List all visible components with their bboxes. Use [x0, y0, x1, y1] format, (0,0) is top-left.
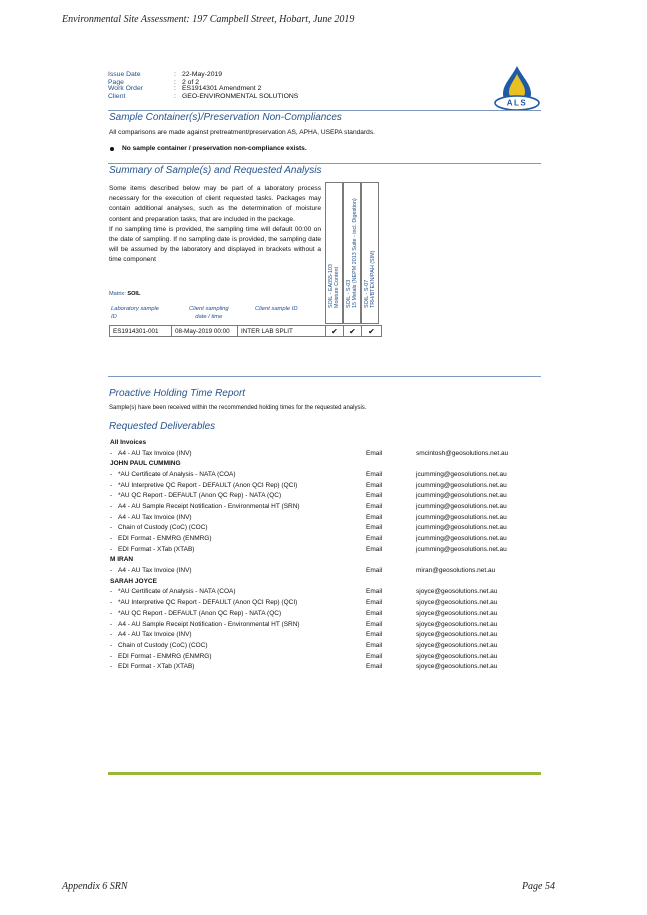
deliverable-method: Email	[366, 449, 383, 457]
deliverable-email: sjoyce@geosolutions.net.au	[416, 652, 498, 660]
list-item	[110, 640, 530, 651]
deliverable-recipient: SARAH JOYCE	[110, 577, 157, 585]
col-header-sampling-date: Client sampling date / time	[189, 306, 229, 321]
list-item	[110, 469, 530, 480]
deliverable-method: Email	[366, 609, 383, 617]
deliverable-email: sjoyce@geosolutions.net.au	[416, 631, 498, 639]
lab-sample-id: ES1914301-001	[110, 326, 172, 336]
summary-paragraph-2: If no sampling time is provided, the sampling time will default 00:00 on the date of sampling. If no sampling date is provided, the sampling date will be assumed by the laboratory and displayed in brackets without a time component	[109, 225, 321, 264]
analysis-code: SOIL - S-07	[363, 279, 370, 308]
deliverable-recipient: JOHN PAUL CUMMING	[110, 460, 181, 468]
deliverable-method: Email	[366, 567, 383, 575]
meta-key: Work Order	[108, 85, 143, 93]
meta-value: 22-May-2019	[182, 71, 223, 78]
deliverable-email: sjoyce@geosolutions.net.au	[416, 609, 498, 617]
deliverable-email: jcumming@geosolutions.net.au	[416, 513, 507, 521]
meta-value: GEO-ENVIRONMENTAL SOLUTIONS	[182, 92, 299, 100]
noncompliance-bullet-text: No sample container / preservation non-compliance exists.	[122, 145, 307, 152]
deliverable-label: - *AU Certificate of Analysis - NATA (COA)	[118, 470, 236, 478]
deliverable-method: Email	[366, 535, 383, 543]
deliverable-label: - Chain of Custody (CoC) (COC)	[118, 641, 208, 649]
deliverable-recipient: All Invoices	[110, 438, 147, 446]
list-item	[110, 480, 530, 491]
list-item	[110, 651, 530, 662]
report-meta	[108, 71, 298, 101]
deliverable-recipient: M IRAN	[110, 556, 134, 564]
als-drop-logo-icon	[493, 64, 541, 112]
deliverable-method: Email	[366, 492, 383, 500]
analysis-column-moisture	[325, 182, 343, 324]
deliverable-label: - *AU Certificate of Analysis - NATA (COA)	[118, 588, 236, 596]
deliverable-label: - A4 - AU Tax Invoice (INV)	[118, 567, 192, 575]
deliverable-email: miran@geosolutions.net.au	[416, 567, 496, 575]
list-item	[110, 608, 530, 619]
analysis-code: SOIL - S-03	[345, 279, 352, 308]
matrix-label	[109, 291, 140, 297]
meta-row-page-workorder	[108, 80, 298, 93]
noncompliance-title: Sample Container(s)/Preservation Non-Compliances	[109, 112, 342, 123]
meta-value: 2 of 2	[182, 78, 200, 86]
analysis-name: Moisture Content	[334, 266, 340, 308]
summary-paragraph-1: Some items described below may be part of a laboratory process necessary for the execution of client requested tasks. Packages may contain additional analyses, such as the determination of moisture content and preparation tasks, that are included in the package.	[109, 185, 321, 223]
deliverable-label: - A4 - AU Sample Receipt Notification - Environmental HT (SRN)	[118, 620, 300, 628]
col-header-client-id: Client sample ID	[255, 306, 298, 312]
bullet-dot-icon	[110, 147, 114, 151]
page-header: Environmental Site Assessment: 197 Campbell Street, Hobart, June 2019	[62, 14, 355, 25]
list-item	[110, 597, 530, 608]
deliverable-method: Email	[366, 481, 383, 489]
footer-page-number: Page 54	[521, 881, 555, 892]
deliverable-method: Email	[366, 641, 383, 649]
deliverable-method: Email	[366, 599, 383, 607]
list-item	[110, 565, 530, 576]
list-item	[110, 619, 530, 630]
list-item	[110, 533, 530, 544]
deliverable-email: sjoyce@geosolutions.net.au	[416, 663, 498, 671]
noncompliance-intro: All comparisons are made against pretreatment/preservation AS, APHA, USEPA standards.	[109, 129, 375, 136]
meta-separator: :	[174, 71, 176, 78]
deliverables-title: Requested Deliverables	[109, 421, 216, 432]
summary-paragraph	[109, 184, 321, 266]
deliverable-label: - A4 - AU Tax Invoice (INV)	[118, 449, 192, 457]
deliverable-email: jcumming@geosolutions.net.au	[416, 502, 507, 510]
meta-row-issue-date	[108, 71, 298, 80]
deliverable-label: - EDI Format - ENMRG (ENMRG)	[118, 535, 212, 543]
matrix-key: Matrix:	[109, 291, 126, 297]
deliverable-email: sjoyce@geosolutions.net.au	[416, 599, 498, 607]
deliverable-email: jcumming@geosolutions.net.au	[416, 535, 507, 543]
meta-value: ES1914301 Amendment 2	[182, 85, 262, 93]
divider	[108, 110, 541, 111]
analysis-code: SOIL - EA055-103	[327, 263, 334, 308]
list-item	[110, 490, 530, 501]
deliverable-email: jcumming@geosolutions.net.au	[416, 545, 507, 553]
matrix-value: SOIL	[127, 291, 141, 297]
deliverable-email: jcumming@geosolutions.net.au	[416, 470, 507, 478]
deliverable-label: - *AU Interpretive QC Report - DEFAULT (Anon QCI Rep) (QCI)	[118, 599, 298, 607]
list-item	[110, 501, 530, 512]
holding-time-title: Proactive Holding Time Report	[109, 388, 246, 399]
list-item	[110, 661, 530, 672]
deliverable-method: Email	[366, 652, 383, 660]
deliverable-email: jcumming@geosolutions.net.au	[416, 481, 507, 489]
deliverable-email: sjoyce@geosolutions.net.au	[416, 641, 498, 649]
table-row	[109, 325, 382, 337]
deliverable-email: jcumming@geosolutions.net.au	[416, 492, 507, 500]
check-mark-icon: ✔	[368, 326, 375, 336]
deliverable-label: - A4 - AU Tax Invoice (INV)	[118, 513, 192, 521]
deliverable-method: Email	[366, 620, 383, 628]
holding-time-text: Sample(s) have been received within the recommended holding times for the requested analysis.	[109, 405, 367, 411]
deliverable-email: sjoyce@geosolutions.net.au	[416, 620, 498, 628]
analysis-column-trh	[361, 182, 379, 324]
client-sample-id: INTER LAB SPLIT	[238, 326, 326, 336]
deliverable-label: - A4 - AU Sample Receipt Notification - Environmental HT (SRN)	[118, 502, 300, 510]
sampling-date: 08-May-2019 00:00	[172, 326, 238, 336]
divider	[108, 163, 541, 164]
deliverable-method: Email	[366, 663, 383, 671]
list-item	[110, 448, 530, 459]
deliverable-method: Email	[366, 513, 383, 521]
noncompliance-bullet	[110, 145, 307, 152]
deliverable-method: Email	[366, 524, 383, 532]
deliverable-method: Email	[366, 470, 383, 478]
divider	[108, 376, 541, 377]
summary-title: Summary of Sample(s) and Requested Analysis	[109, 165, 322, 176]
deliverable-label: - EDI Format - XTab (XTAB)	[118, 545, 195, 553]
list-item	[110, 587, 530, 598]
meta-key: Page	[108, 78, 124, 86]
meta-separator: :	[174, 85, 176, 93]
analysis-name: 15 Metals (NEPM 2013 Suite - incl. Digestion)	[352, 197, 358, 308]
check-mark-icon: ✔	[344, 326, 362, 336]
list-item	[110, 512, 530, 523]
deliverables-list	[110, 437, 530, 672]
meta-separator: :	[174, 78, 176, 86]
deliverable-label: - EDI Format - ENMRG (ENMRG)	[118, 652, 212, 660]
deliverable-label: - EDI Format - XTab (XTAB)	[118, 663, 195, 671]
col-header-lab-id: Laboratory sample ID	[111, 306, 160, 321]
deliverable-email: sjoyce@geosolutions.net.au	[416, 588, 498, 596]
deliverable-label: - *AU Interpretive QC Report - DEFAULT (Anon QCI Rep) (QCI)	[118, 481, 298, 489]
deliverable-label: - A4 - AU Tax Invoice (INV)	[118, 631, 192, 639]
deliverable-method: Email	[366, 588, 383, 596]
deliverable-email: jcumming@geosolutions.net.au	[416, 524, 507, 532]
logo-text: ALS	[506, 98, 528, 108]
meta-key: Client	[108, 92, 126, 100]
deliverable-method: Email	[366, 502, 383, 510]
deliverable-method: Email	[366, 631, 383, 639]
check-mark-icon: ✔	[326, 326, 344, 336]
deliverable-label: - *AU QC Report - DEFAULT (Anon QC Rep) - NATA (QC)	[118, 492, 282, 500]
footer-appendix: Appendix 6 SRN	[62, 881, 128, 892]
analysis-name: TRH/BTEXN/PAH (SIM)	[370, 250, 376, 308]
deliverable-label: - *AU QC Report - DEFAULT (Anon QC Rep) - NATA (QC)	[118, 609, 282, 617]
list-item	[110, 544, 530, 555]
deliverable-email: smcintosh@geosolutions.net.au	[416, 449, 509, 457]
deliverable-label: - Chain of Custody (CoC) (COC)	[118, 524, 208, 532]
meta-separator: :	[174, 92, 176, 100]
analysis-column-metals	[343, 182, 361, 324]
deliverable-method: Email	[366, 545, 383, 553]
meta-row-client	[108, 93, 298, 102]
divider	[108, 772, 541, 775]
list-item	[110, 629, 530, 640]
list-item	[110, 523, 530, 534]
meta-key: Issue Date	[108, 71, 141, 78]
